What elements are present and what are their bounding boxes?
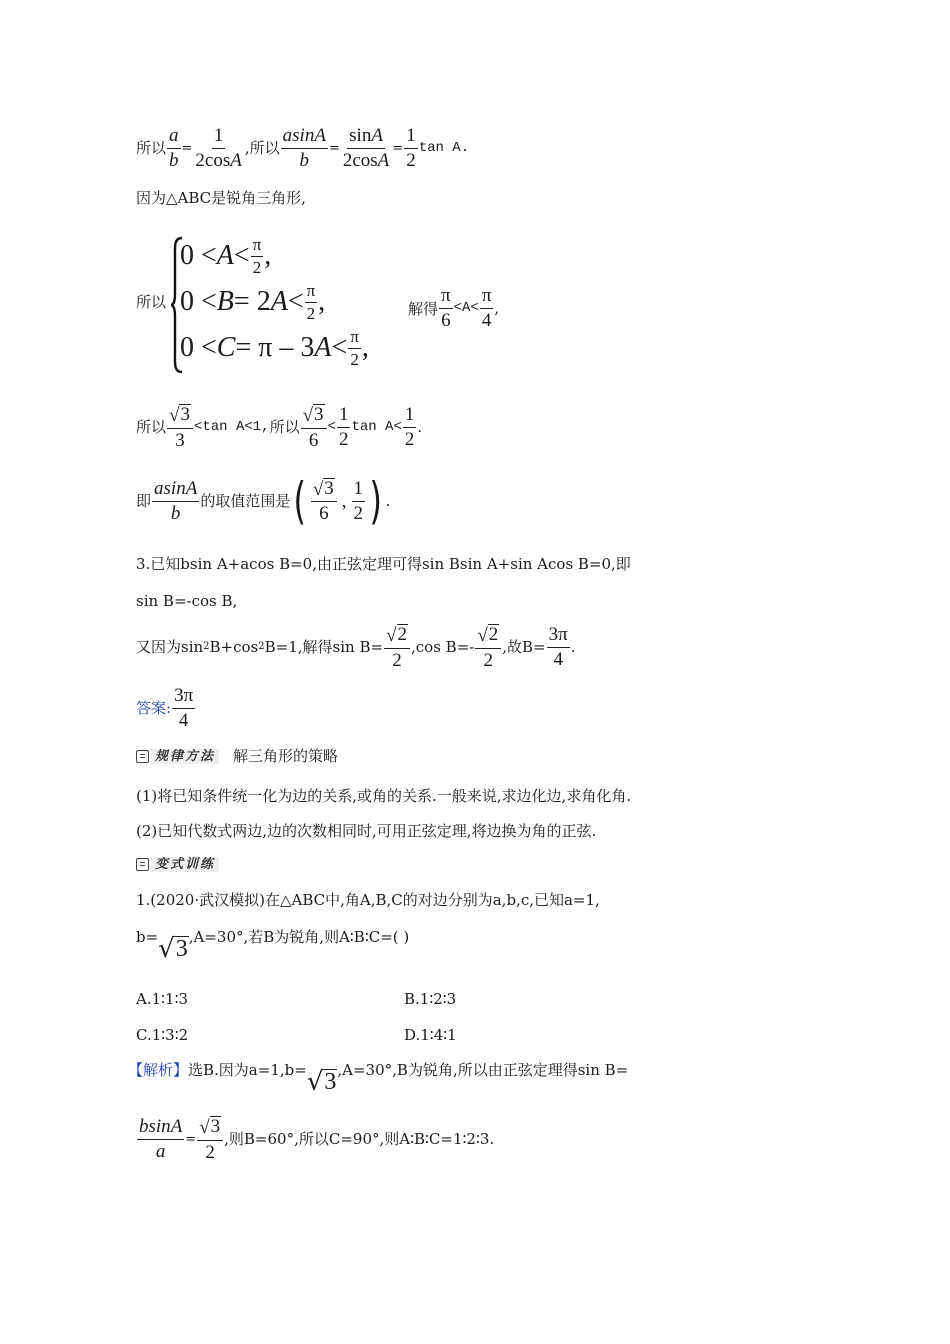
fraction-sinA-over-2cosA: $\frac{\sin A}{2\cos A}$ bbox=[342, 125, 390, 171]
fraction-1-over-2cosA: $\frac{1}{2\cos A}$ bbox=[195, 125, 242, 171]
method-tag: 规律方法 bbox=[136, 749, 219, 764]
practice-heading bbox=[136, 857, 219, 874]
practice-question-line-1: 1.(2020·武汉模拟)在△ABC中,角A,B,C的对边分别为a,b,c,已知a=1, bbox=[136, 891, 600, 909]
practice-question-line-2: b= √ 3 ,A=30°,若B为锐角,则A∶B∶C=( ) bbox=[136, 928, 410, 965]
method-title: 解三角形的策略 bbox=[233, 747, 339, 765]
fraction-a-over-b: $\frac{a}{b}$ bbox=[169, 125, 179, 171]
answer-line: 答案: $\frac{3\pi}{4}$ bbox=[136, 685, 194, 731]
range-result-line: 即 $\frac{asinA}{b}$ 的取值范围是 ( √ 3 6 , $\frac{1}{2}$ ) . bbox=[136, 472, 391, 530]
method-heading bbox=[136, 749, 338, 764]
system-prefix: 所以 bbox=[136, 293, 167, 311]
acute-triangle-statement: 因为△ABC是锐角三角形, bbox=[136, 189, 306, 207]
right-paren-icon: ) bbox=[369, 472, 383, 530]
analysis-label: 【解析】 bbox=[128, 1061, 189, 1079]
analysis-line-1: 【解析】 选B.因为a=1,b= √ 3 ,A=30°,B为锐角,所以由正弦定理得sin B= bbox=[128, 1061, 629, 1098]
method-item-2: (2)已知代数式两边,边的次数相同时,可用正弦定理,将边换为角的正弦. bbox=[136, 822, 597, 840]
inequality-row-3: 0 < C = π – 3 A < $\frac{\pi}{2}$ , bbox=[180, 327, 369, 369]
sqrt-3: √ 3 bbox=[306, 1067, 337, 1098]
fraction-half: $\frac{1}{2}$ bbox=[406, 125, 416, 171]
list-icon bbox=[136, 750, 149, 763]
inequality-row-2: 0 < B = 2 A < $\frac{\pi}{2}$ , bbox=[180, 281, 326, 323]
inequality-row-1: 0 < A < $\frac{\pi}{2}$ , bbox=[180, 235, 272, 277]
text-suoyi: 所以 bbox=[136, 138, 167, 157]
problem-3-line-1: 3.已知bsin A+acos B=0,由正弦定理可得sin Bsin A+sin Acos B=0,即 bbox=[136, 555, 631, 573]
option-c[interactable]: C.1∶3∶2 bbox=[136, 1026, 189, 1044]
list-icon bbox=[136, 858, 149, 871]
practice-tag: 变式训练 bbox=[136, 857, 219, 872]
equation-line-1: 所以 $\frac{a}{b}$ = $\frac{1}{2\cos A}$ ,所以 $\frac{asinA}{b}$ = $\frac{\sin A}{2\cos A}$ = $\frac{1}{2}$ tan A. bbox=[136, 125, 470, 171]
solution-range: 解得 $\frac{\pi}{6}$ <A< $\frac{\pi}{4}$ , bbox=[408, 285, 500, 331]
analysis-line-2: $\frac{bsinA}{a}$ = √ 3 2 ,则B=60°,所以C=90°,则A∶B∶C=1∶2∶3. bbox=[139, 1115, 495, 1163]
inequality-system bbox=[136, 236, 536, 376]
sqrt-3: √ 3 bbox=[158, 934, 188, 965]
problem-3-line-3: 又因为sin 2 B+cos 2 B=1,解得sin B= √ 2 2 ,cos B=- √ 2 2 ,故B= $\frac{3\pi}{4}$ . bbox=[136, 623, 576, 671]
answer-label: 答案: bbox=[136, 698, 172, 717]
option-b[interactable]: B.1∶2∶3 bbox=[404, 990, 457, 1008]
fraction-asinA-over-b: $\frac{asinA}{b}$ bbox=[282, 125, 326, 171]
option-d[interactable]: D.1∶4∶1 bbox=[404, 1026, 457, 1044]
tan-range-line: 所以 √ 3 3 <tan A<1, 所以 √ 3 6 < $\frac{1}{2}$ tan A< $\frac{1}{2}$ . bbox=[136, 403, 423, 451]
problem-3-line-2: sin B=-cos B, bbox=[136, 592, 238, 610]
left-paren-icon: ( bbox=[293, 472, 307, 530]
option-a[interactable]: A.1∶1∶3 bbox=[136, 990, 189, 1008]
method-item-1: (1)将已知条件统一化为边的关系,或角的关系.一般来说,求边化边,求角化角. bbox=[136, 787, 632, 805]
